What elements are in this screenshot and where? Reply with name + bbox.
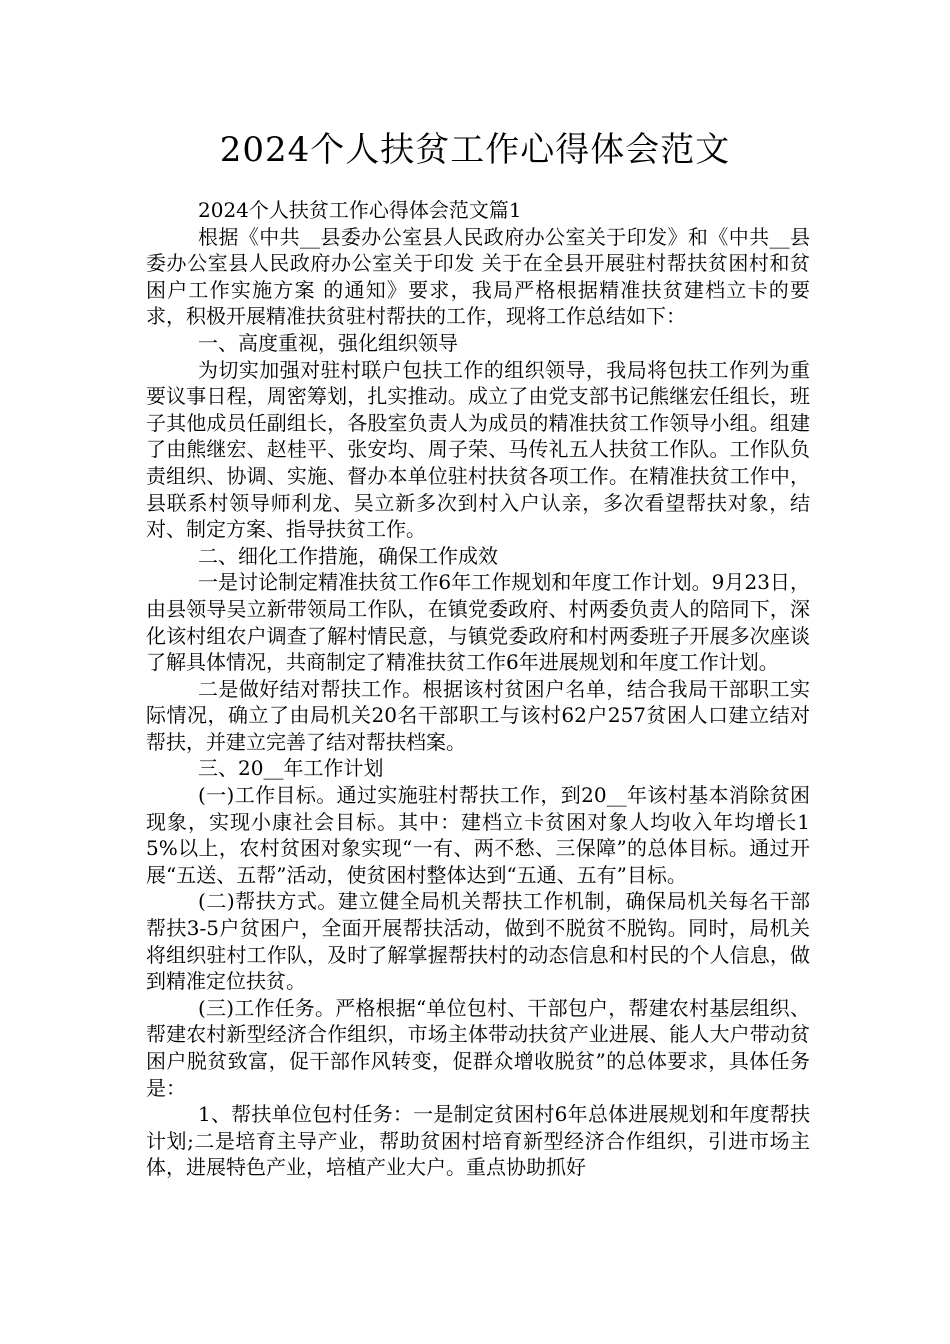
section-2-paragraph-2: 二是做好结对帮扶工作。根据该村贫困户名单，结合我局干部职工实际情况，确立了由局机关20名干部职工与该村62户257贫困人口建立结对帮扶，并建立完善了结对帮扶档案。 [146, 676, 810, 754]
document-body [146, 197, 810, 1181]
section-2-paragraph-1: 一是讨论制定精准扶贫工作6年工作规划和年度工作计划。9月23日，由县领导吴立新带领局工作队，在镇党委政府、村两委负责人的陪同下，深化该村组农户调查了解村情民意，与镇党委政府和村两委班子开展多次座谈了解具体情况，共商制定了精准扶贫工作6年进展规划和年度工作计划。 [146, 570, 810, 675]
section-heading-2: 二、细化工作措施，确保工作成效 [198, 543, 498, 568]
article-heading: 2024个人扶贫工作心得体会范文篇1 [198, 198, 522, 222]
section-heading-3: 三、20__年工作计划 [198, 756, 384, 781]
section-1-paragraph: 为切实加强对驻村联户包扶工作的组织领导，我局将包扶工作列为重要议事日程，周密筹划，扎实推动。成立了由党支部书记熊继宏任组长，班子其他成员任副组长，各股室负责人为成员的精准扶贫工作领导小组。组建了由熊继宏、赵桂平、张安均、周子荣、马传礼五人扶贫工作队。工作队负责组织、协调、实施、督办本单位驻村扶贫各项工作。在精准扶贫工作中，县联系村领导师利龙、吴立新多次到村入户认亲，多次看望帮扶对象，结对、制定方案、指导扶贫工作。 [146, 357, 810, 542]
intro-paragraph: 根据《中共__县委办公室县人民政府办公室关于印发》和《中共__县委办公室县人民政府办公室关于印发 关于在全县开展驻村帮扶贫困村和贫困户工作实施方案 的通知》要求，我局严格根据精准扶贫建档立卡的要求，积极开展精准扶贫驻村帮扶的工作，现将工作总结如下： [146, 224, 810, 329]
assistance-method-paragraph: (二)帮扶方式。建立健全局机关帮扶工作机制，确保局机关每名干部帮扶3-5户贫困户，全面开展帮扶活动，做到不脱贫不脱钩。同时，局机关将组织驻村工作队，及时了解掌握帮扶村的动态信息和村民的个人信息，做到精准定位扶贫。 [146, 889, 810, 994]
document-title: 2024个人扶贫工作心得体会范文 [219, 130, 731, 170]
work-tasks-paragraph: (三)工作任务。严格根据“单位包村、干部包户，帮建农村基层组织、帮建农村新型经济合作组织，市场主体带动扶贫产业进展、能人大户带动贫困户脱贫致富，促干部作风转变，促群众增收脱贫”的总体要求，具体任务是： [146, 995, 810, 1100]
work-goal-paragraph: (一)工作目标。通过实施驻村帮扶工作，到20__年该村基本消除贫困现象，实现小康社会目标。其中：建档立卡贫困对象人均收入年均增长15%以上，农村贫困对象实现“一有、两不愁、三保障”的总体目标。通过开展“五送、五帮”活动，使贫困村整体达到“五通、五有”目标。 [146, 783, 810, 887]
village-task-paragraph: 1、帮扶单位包村任务：一是制定贫困村6年总体进展规划和年度帮扶计划;二是培育主导产业，帮助贫困村培育新型经济合作组织，引进市场主体，进展特色产业，培植产业大户。重点协助抓好 [146, 1102, 810, 1180]
section-heading-1: 一、高度重视，强化组织领导 [198, 330, 458, 355]
